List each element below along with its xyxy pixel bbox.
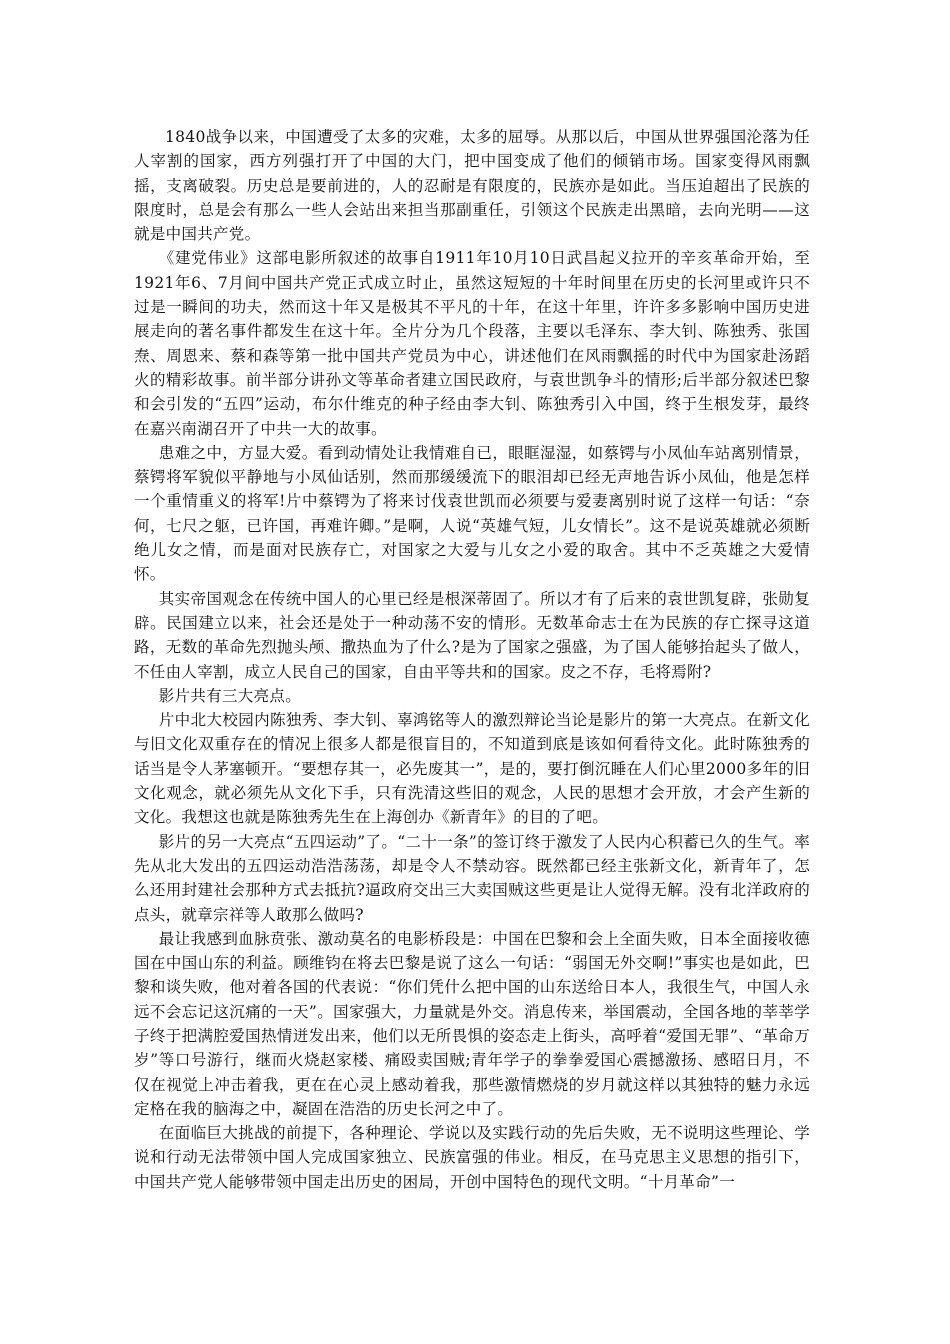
paragraph-4: 其实帝国观念在传统中国人的心里已经是根深蒂固了。所以才有了后来的袁世凯复辟，张勋复辟。民国建立以来，社会还是处于一种动荡不安的情形。无数革命志士在为民族的存亡探寻这道路，无数的革命先烈抛头颅、撒热血为了什么?是为了国家之强盛，为了国人能够抬起头了做人，不任由人宰割，成立人民自己的国家，自由平等共和的国家。皮之不存，毛将焉附?	[134, 589, 810, 681]
paragraph-8: 最让我感到血脉贲张、激动莫名的电影桥段是：中国在巴黎和会上全面失败，日本全面接收德国在中国山东的利益。顾维钧在将去巴黎是说了这么一句话：“弱国无外交啊!”事实也是如此，巴黎和谈失败，他对着各国的代表说：“你们凭什么把中国的山东送给日本人，我很生气，中国人永远不会忘记这沉痛的一天”。国家强大，力量就是外交。消息传来，举国震动，全国各地的莘莘学子终于把满腔爱国热情迸发出来，他们以无所畏惧的姿态走上街头，高呼着“爱国无罪”、“革命万岁”等口号游行，继而火烧赵家楼、痛殴卖国贼;青年学子的拳拳爱国心震撼激扬、感昭日月，不仅在视觉上冲击着我，更在在心灵上感动着我，那些激情燃烧的岁月就这样以其独特的魅力永远定格在我的脑海之中，凝固在浩浩的历史长河之中了。	[134, 929, 810, 1118]
paragraph-7: 影片的另一大亮点“五四运动”了。“二十一条”的签订终于激发了人民内心积蓄已久的生气。率先从北大发出的五四运动浩浩荡荡，却是令人不禁动容。既然都已经主张新文化，新青年了，怎么还用封建社会那种方式去抵抗?逼政府交出三大卖国贼这些更是让人觉得无解。没有北洋政府的点头，就章宗祥等人敢那么做吗?	[134, 832, 810, 924]
paragraph-3: 患难之中，方显大爱。看到动情处让我情难自已，眼眶湿湿，如蔡锷与小凤仙车站离别情景，蔡锷将军貌似平静地与小凤仙话别，然而那缓缓流下的眼泪却已经无声地告诉小凤仙，他是怎样一个重情重义的将军!片中蔡锷为了将来讨伐袁世凯而必须要与爱妻离别时说了这样一句话：“奈何，七尺之躯，已许国，再难许卿。”是啊，人说“英雄气短，儿女情长”。这不是说英雄就必须断绝儿女之情，而是面对民族存亡，对国家之大爱与儿女之小爱的取舍。其中不乏英雄之大爱情怀。	[134, 443, 810, 584]
paragraph-6: 片中北大校园内陈独秀、李大钊、辜鸿铭等人的激烈辩论当论是影片的第一大亮点。在新文化与旧文化双重存在的情况上很多人都是很盲目的，不知道到底是该如何看待文化。此时陈独秀的话当是令人茅塞顿开。“要想存其一，必先废其一”，是的，要打倒沉睡在人们心里2000多年的旧文化观念，就必须先从文化下手，只有洗清这些旧的观念，人民的思想才会开放，才会产生新的文化。我想这也就是陈独秀先生在上海创办《新青年》的目的了吧。	[134, 711, 810, 827]
paragraph-1: 1840战争以来，中国遭受了太多的灾难，太多的屈辱。从那以后，中国从世界强国沦落为任人宰割的国家，西方列强打开了中国的大门，把中国变成了他们的倾销市场。国家变得风雨飘摇，支离破裂。历史总是要前进的，人的忍耐是有限度的，民族亦是如此。当压迫超出了民族的限度时，总是会有那么一些人会站出来担当那副重任，引领这个民族走出黑暗，去向光明——这就是中国共产党。	[134, 128, 810, 244]
paragraph-2: 《建党伟业》这部电影所叙述的故事自1911年10月10日武昌起义拉开的辛亥革命开始，至1921年6、7月间中国共产党正式成立时止，虽然这短短的十年时间里在历史的长河里或许只不过是一瞬间的功夫，然而这十年又是极其不平凡的十年，在这十年里，许许多多影响中国历史进展走向的著名事件都发生在这十年。全片分为几个段落，主要以毛泽东、李大钊、陈独秀、张国焘、周恩来、蔡和森等第一批中国共产党员为中心，讲述他们在风雨飘摇的时代中为国家赴汤蹈火的精彩故事。前半部分讲孙文等革命者建立国民政府，与袁世凯争斗的情形;后半部分叙述巴黎和会引发的“五四”运动，布尔什维克的种子经由李大钊、陈独秀引入中国，终于生根发芽，最终在嘉兴南湖召开了中共一大的故事。	[134, 249, 810, 438]
paragraph-5: 影片共有三大亮点。	[158, 686, 301, 705]
paragraph-9: 在面临巨大挑战的前提下，各种理论、学说以及实践行动的先后失败，无不说明这些理论、学说和行动无法带领中国人完成国家独立、民族富强的伟业。相反，在马克思主义思想的指引下，中国共产党人能够带领中国走出历史的困局，开创中国特色的现代文明。“十月革命”一	[134, 1124, 810, 1191]
article-body	[134, 125, 810, 1194]
